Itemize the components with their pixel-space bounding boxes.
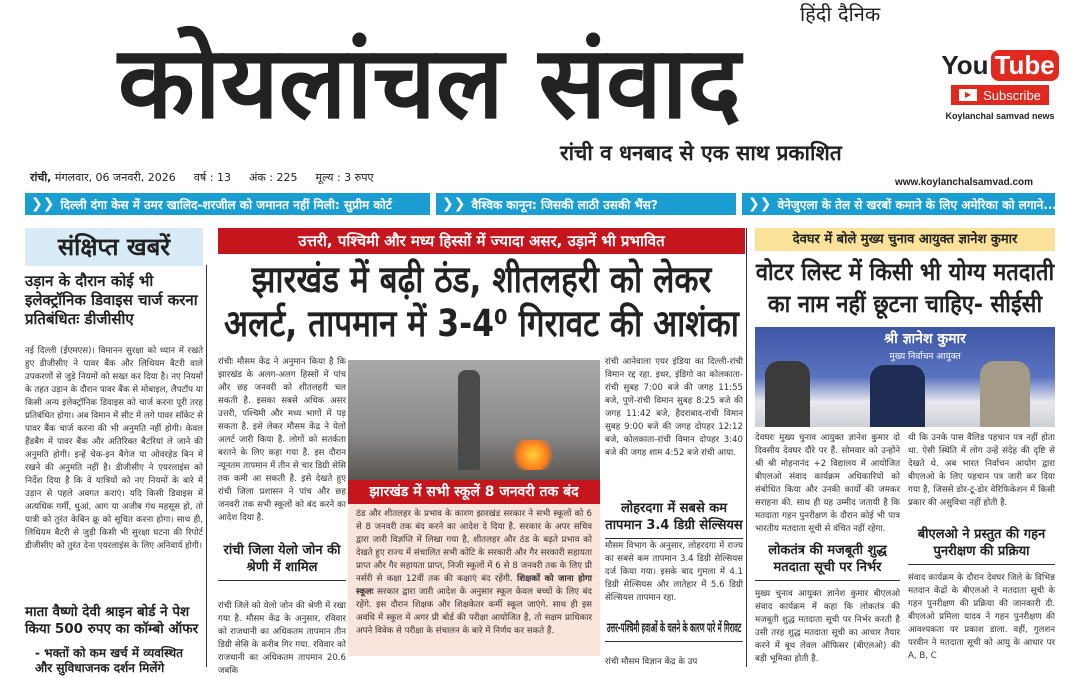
photo-banner: श्री ज्ञानेश कुमार xyxy=(884,331,966,347)
website-url[interactable]: www.koylanchalsamvad.com xyxy=(895,177,1034,188)
brief-section-box xyxy=(25,228,203,266)
photo-banner-sub: मुख्य निर्वाचन आयुक्त xyxy=(889,352,961,362)
schools-closed-box xyxy=(348,504,600,656)
tagline: रांची व धनबाद से एक साथ प्रकाशित xyxy=(560,141,842,165)
chevron-right-icon: ❯❯ xyxy=(25,196,60,212)
ticker-text: वैश्विक कानून: जिसकी लाठी उसकी भैंस? xyxy=(471,197,658,212)
cec-kicker: देवघर में बोले मुख्य चुनाव आयुक्त ज्ञानेश कुमार xyxy=(792,232,1018,247)
channel-name: Koylanchal samvad news xyxy=(945,111,1055,121)
ticker-text: दिल्ली दंगा केस में उमर खालिद-शरजील को जमानत नहीं मिली: सुप्रीम कोर्ट xyxy=(60,197,392,212)
lead-subhead-3: उत्तर-पश्चिमी हवाओं के चलने के कारण पारे में गिरावट xyxy=(605,620,743,642)
lead-subhead-2: लोहरदगा में सबसे कम तापमान 3.4 डिग्री सेल्सियस xyxy=(605,500,743,539)
year: वर्ष : 13 xyxy=(193,171,231,184)
brief-headline-1[interactable]: उड़ान के दौरान कोई भी इलेक्ट्रॉनिक डिवाइस चार्ज करना प्रतिबंधितः डीजीसीए xyxy=(25,272,198,328)
box-bold: शिक्षकों को जाना होगा स्कूलः xyxy=(356,574,593,597)
brief-headline-2[interactable]: माता वैष्णो देवी श्राइन बोर्ड ने पेश किया 500 रुपए का कॉम्बो ऑफर xyxy=(25,604,199,637)
issue: अंक : 225 xyxy=(248,171,298,184)
cec-body-1: देवघरः मुख्य चुनाव आयुक्त ज्ञानेश कुमार दो दिवसीय देवघर दौरे पर हैं. सोमवार को उन्होंने श्री श्री मोहनानंद +2 विद्यालय में आयोजित बीएलओ संवाद कार्यक्रम अधिकारियों को संबोधित किया और उनकी कार्यों की जमकर सराहना की. साथ ही यह उम्मीद जतायी है कि मतदाता गहन पुनरीक्षण के दौरान कोई भी पात्र भारतीय मतदाता सूची से वंचित नहीं रहेगा. xyxy=(755,433,900,534)
box-text-2: सरकार द्वारा जारी आदेश के अनुसार स्कूल केवल बच्चों के लिए बंद रहेंगे. इस दौरान शिक्षक और शिक्षकेतर कर्मी स्कूल जाएंगे. साथ ही इस अवधि में स्कूल में अगर प्री बोर्ड की परीक्षा आयोजित है, तो सक्षम प्राधिकार अपने विवेक से परीक्षा के संचालन के बारे में निर्णय कर सकते हैं. xyxy=(356,587,592,636)
lead-headline[interactable]: झारखंड में बढ़ी ठंड, शीतलहरी को लेकर अलर्ट, तापमान में 3-4⁰ गिरावट की आशंका xyxy=(224,258,739,345)
cec-body-4: संवाद कार्यक्रम के दौरान देवघर जिले के विभिन्न मतदान केंद्रों के बीएलओ ने मतदाता सूची के गहन पुनरीक्षण की प्रक्रिया की जानकारी दी. बीएलओ प्रमिला यादव ने गहन पुनरीक्षण की आवश्यकता पर प्रकाश डाला. वहीं, गुलशन परवीन ने मतदाता सूची को आयु के आधार पर A, B, C xyxy=(908,573,1055,661)
city: रांची, xyxy=(30,171,52,184)
newspaper-logo: कोयलांचल संवाद xyxy=(118,24,741,141)
cec-headline[interactable]: वोटर लिस्ट में किसी भी योग्य मतदाती का नाम नहीं छूटना चाहिए- सीईसी xyxy=(755,258,1055,318)
cec-kicker-bar xyxy=(755,228,1055,251)
photo-caption: झारखंड में सभी स्कूलें 8 जनवरी तक बंद xyxy=(369,484,579,500)
cec-body-3: थी कि उनके पास वैलिड पहचान पत्र नहीं होता था. ऐसी स्थिति में लोग उन्हें संदेह की दृष्टि से देखते थे. अब भारत निर्वाचन आयोग द्वारा बीएलओ के लिए पहचान पत्र जारी कर दिया गया है, जिससे डोर-टू-डोर वेरिफिकेशन में किसी प्रकार की असुविधा नहीं होती है. xyxy=(908,433,1055,508)
daily-label: हिंदी दैनिक xyxy=(800,2,881,26)
lead-body-4: मौसम विभाग के अनुसार, लोहरदगा में राज्य का सबसे कम तापमान 3.4 डिग्री सेल्सियस दर्ज किया गया। इसके बाद गुमला में 4.1 डिग्री सेल्सियस और लातेहार में 5.6 डिग्री सेल्सियस तापमान रहा. xyxy=(605,541,743,603)
column-divider xyxy=(206,265,207,667)
youtube-subscribe-badge[interactable] xyxy=(940,50,1060,121)
date xyxy=(30,170,176,185)
fog-fire-photo xyxy=(348,360,600,480)
lead-body-2: रांची जिले को येलो जोन की श्रेणी में रखा गया है. मौसम केंद्र के अनुसार, रविवार को राजधानी का अधिकतम तापमान तीन डिग्री सेसि के करीब गिर गया. रविवार को राजधानी का अधिकतम तापमान 20.6 जबकि xyxy=(218,601,346,676)
ticker-item[interactable] xyxy=(742,193,1055,215)
person-center xyxy=(870,365,925,427)
ticker-text: वेनेजुएला के तेल से खरबों कमाने के लिए अमेरिका को लगाने... xyxy=(777,197,1057,212)
youtube-logo xyxy=(940,50,1060,81)
lead-body-5: रांची मौसम विज्ञान केंद्र के उप xyxy=(605,657,698,667)
youtube-tube: Tube xyxy=(991,50,1059,81)
dateline xyxy=(30,170,374,185)
price: मूल्य : 3 रुपए xyxy=(315,171,374,184)
brief-body-1: नई दिल्ली (ईएमएस)। विमानन सुरक्षा को ध्यान में रखते हुए डीजीसीए ने पावर बैंक और लिथियम बैटरी वाले उपकरणों से जुड़े नियमों को सख्त कर दिया है। नए नियमों के तहत उड़ान के दौरान पावर बैंक से मोबाइल, लैपटॉप या किसी अन्य इलेक्ट्रॉनिक डिवाइस को चार्ज करना पूरी तरह प्रतिबंधित होगा। अब विमान में सीट में लगे पावर सॉकेट से पावर बैंक चार्ज करना की भी अनुमति नहीं होगी। केवल हैंडबैग में पावर बैंक और अतिरिक्त बैटरियां ले जाने की अनुमति होगी। इन्हें चेक-इन बैगेज या ओवरहेड बिन में रखने की अनुमति नहीं है। डीजीसीए ने एयरलाइंस को निर्देश दिया है कि वे यात्रियों को नए नियमों के बारे में उड़ान से पहले अवगत कराएं। यदि किसी डिवाइस में अत्यधिक गर्मी, धुआं, आग या अजीब गंध महसूस हो, तो यात्री को तुरंत केबिन क्रू को सूचित करना होगा। साथ ही, लिथियम बैटरी से जुड़ी किसी भी सुरक्षा घटना की रिपोर्ट डीजीसीए को तुरंत देना एयरलाइंस के लिए अनिवार्य होगी। xyxy=(25,346,203,551)
column-divider xyxy=(746,228,747,667)
play-icon: ▶ xyxy=(959,89,977,101)
date-text: मंगलवार, 06 जनवरी, 2026 xyxy=(54,171,176,184)
cec-subhead-1: लोकतंत्र की मजबूती शुद्ध मतदाता सूची पर निर्भर xyxy=(755,542,900,581)
youtube-you: You xyxy=(941,50,989,80)
cec-subhead-2: बीएलओ ने प्रस्तुत की गहन पुनरीक्षण की प्रक्रिया xyxy=(908,526,1055,565)
subscribe-label: Subscribe xyxy=(983,87,1041,103)
lead-body-1: रांचीः मौसम केंद्र ने अनुमान किया है कि झारखंड के अलग-अलग हिस्सों में पांच और छह जनवरी को शीतलहरी चल सकती है. इसका सबसे अधिक असर उत्तरी, पश्चिमी और मध्य भागों में पड़ सकता है. इसे लेकर मौसम केंद्र ने येलो अलर्ट जारी किया है. लोगों को सतर्कता बरतने के लिए कहा गया है. इस दौरान न्यूनतम तापमान में तीन से चार डिग्री सेसि तक कमी आ सकती है. इसे देखते हुए रांची जिला प्रशासन ने पांच और छह जनवरी तक सभी स्कूलों को बंद करने का आदेश दिया है. xyxy=(218,357,346,523)
brief-section-title: संक्षिप्त खबरें xyxy=(57,233,171,261)
ticker-item[interactable] xyxy=(436,193,736,215)
chevron-right-icon: ❯❯ xyxy=(742,196,777,212)
person-left xyxy=(765,361,810,427)
subscribe-button[interactable] xyxy=(951,85,1049,105)
fire xyxy=(508,440,558,470)
photo-caption-bar xyxy=(348,480,600,504)
news-ticker xyxy=(25,193,1055,215)
brief-subhead-2: - भक्तों को कम खर्च में व्यवस्थित और सुविधाजनक दर्शन मिलेंगे xyxy=(35,646,183,675)
person-right xyxy=(980,361,1030,427)
lead-kicker: उत्तरी, पश्चिमी और मध्य हिस्सों में ज्यादा असर, उड़ानें भी प्रभावित xyxy=(298,232,665,250)
person-figure xyxy=(458,370,480,470)
lead-body-3: रांची आनेवाला एयर इंडिया का दिल्ली-रांची विमान रद्द रहा. इधर, इंडिगो का कोलकाता-रांची सुबह 7:00 बजे की जगह 11:55 बजे, पुणे-रांची विमान सुबह 8:25 बजे की जगह 11:42 बजे, हैदराबाद-रांची विमान सुबह 9:00 बजे की जगह दोपहर 12:12 बजे, कोलकाता-रांची विमान दोपहर 3:40 बजे की जगह शाम 4:52 बजे रांची आया. xyxy=(605,357,743,458)
lead-subhead-1: रांची जिला येलो जोन की श्रेणी में शामिल xyxy=(218,542,346,581)
cec-press-photo xyxy=(755,327,1055,427)
box-text: ठंड और शीतलहर के प्रभाव के कारण झारखंड सरकार ने सभी स्कूलों को 6 से 8 जनवरी तक बंद करने का आदेश दे दिया है. सरकार के अपर सचिव द्वारा जारी विज्ञप्ति में लिखा गया है, शीतलहर और ठंड के बढ़ते प्रभाव को देखते हुए राज्य में संचालित सभी कोटि के सरकारी और गैर सरकारी सहायता प्राप्त और गैर सहायता प्राप्त, निजी स्कूलों में 6 से 8 जनवरी तक के लिए प्री नर्सरी से कक्षा 12वीं तक की कक्षाएं बंद रहेंगी. xyxy=(356,509,592,584)
cec-body-2: मुख्य चुनाव आयुक्त ज्ञानेश कुमार बीएलओ संवाद कार्यक्रम में कहा कि लोकतंत्र की मजबूती शुद्ध मतदाता सूची पर निर्भर करती है उसी तरह शुद्ध मतदाता सूची का आधार तैयार करने में बूथ लेवल ऑफिसर (बीएलओ) की बड़ी भूमिका होती है. xyxy=(755,589,900,664)
lead-kicker-bar xyxy=(218,228,745,254)
chevron-right-icon: ❯❯ xyxy=(436,196,471,212)
ticker-item[interactable] xyxy=(25,193,430,215)
